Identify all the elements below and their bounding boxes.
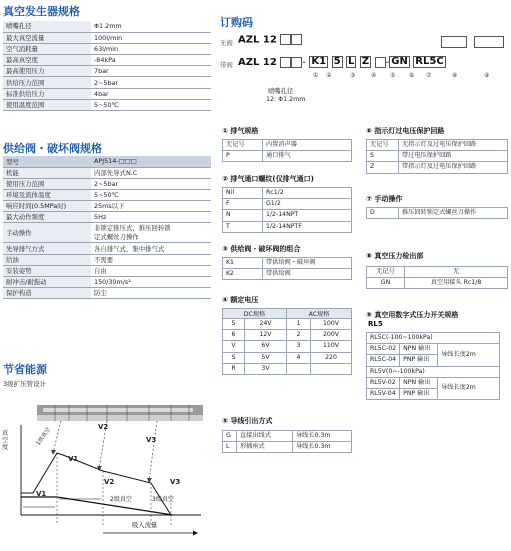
code-num-7: ⑦ bbox=[426, 72, 432, 79]
table-cell: G bbox=[223, 431, 237, 442]
switch-output: NPN 输出 bbox=[400, 377, 438, 388]
table-cell bbox=[91, 223, 211, 243]
table-row bbox=[367, 162, 508, 173]
table-row bbox=[3, 66, 211, 77]
thread-table bbox=[222, 187, 352, 233]
table-cell: 内置消声器 bbox=[263, 140, 352, 151]
energy-ylabel: 真空度 bbox=[2, 430, 9, 451]
table-cell: 25ms以下 bbox=[91, 201, 211, 212]
code-num-3: ③ bbox=[350, 72, 356, 79]
table-row bbox=[223, 341, 352, 352]
switch-output: NPN 输出 bbox=[400, 344, 438, 355]
code-gn: GN bbox=[391, 56, 408, 67]
valve-spec-table bbox=[3, 156, 211, 299]
table-cell: 5~50℃ bbox=[91, 99, 211, 110]
table-row bbox=[223, 140, 352, 151]
table-row bbox=[367, 140, 508, 151]
table-row bbox=[223, 352, 352, 363]
curve-3stage bbox=[21, 453, 171, 515]
switch-range-v: RL5V(0~-100kPa) bbox=[367, 366, 500, 377]
table-cell: 不需要 bbox=[91, 254, 211, 265]
table-cell: 5Hz bbox=[91, 212, 211, 223]
table-cell: Rc1/2 bbox=[263, 188, 352, 199]
valve-spec-title: 供给阀・破坏阀规格 bbox=[3, 142, 102, 155]
table-row bbox=[3, 77, 211, 88]
table-cell: 5~50℃ bbox=[91, 189, 211, 200]
table-cell: 导线长0.3m bbox=[293, 442, 352, 453]
table-row bbox=[223, 442, 352, 453]
table-row bbox=[3, 189, 211, 200]
table-cell: 1/2-14NPT bbox=[263, 210, 352, 221]
code-num-9: ⑨ bbox=[484, 72, 490, 79]
table-cell: K2 bbox=[223, 269, 263, 280]
code-rl5c: RL5C bbox=[415, 56, 444, 67]
switch-wire-length: 导线长度2m bbox=[438, 344, 500, 366]
combo-title: ③ 供给阀・破坏阀的组合 bbox=[222, 245, 301, 253]
label-v1-top: V1 bbox=[68, 455, 79, 463]
table-cell: 带供给阀・破坏阀 bbox=[263, 258, 352, 269]
switch-model: RL5V-02 bbox=[367, 377, 400, 388]
table-cell: 真空用接头 Rc1/8 bbox=[405, 278, 508, 289]
table-cell: 无记号 bbox=[367, 140, 399, 151]
table-cell: GN bbox=[367, 278, 405, 289]
table-row bbox=[3, 212, 211, 223]
code-num-4: ④ bbox=[371, 72, 377, 79]
switch-title: ⑨ 真空用数字式压力开关规格 bbox=[366, 311, 459, 319]
table-row bbox=[223, 431, 352, 442]
cell-line: 非锁定推压式，推压回转锁 bbox=[94, 223, 171, 232]
table-cell: 最高真空度 bbox=[3, 55, 91, 66]
energy-xlabel: 吸入流量 bbox=[132, 522, 158, 529]
code-l: L bbox=[348, 56, 355, 67]
order-nozzle: 12 bbox=[262, 57, 277, 68]
table-cell: K1 bbox=[223, 258, 263, 269]
table-cell: 各自排气式，集中排气式 bbox=[91, 243, 211, 254]
order-code-row2 bbox=[238, 56, 446, 68]
table-row bbox=[3, 223, 211, 243]
table-cell: 机能 bbox=[3, 167, 91, 178]
table-cell: 最高使用压力 bbox=[3, 66, 91, 77]
code-k1: K1 bbox=[311, 56, 327, 67]
table-cell: 喷嘴孔径 bbox=[3, 21, 91, 32]
code-dash: - bbox=[385, 57, 390, 68]
optional-boxes-top bbox=[441, 36, 504, 48]
table-cell: Nil bbox=[223, 188, 263, 199]
table-row bbox=[367, 208, 508, 219]
thread-title: ② 排气通口螺纹(仅排气通口) bbox=[222, 175, 314, 183]
order-code-row1 bbox=[238, 34, 302, 46]
table-cell: 形插座式 bbox=[237, 442, 293, 453]
label-v3-top: V3 bbox=[146, 436, 157, 444]
label-stage2: 2级真空 bbox=[110, 496, 132, 503]
table-cell: S bbox=[367, 151, 399, 162]
code-box bbox=[474, 36, 504, 48]
nozzle-value: 12: Φ1.2mm bbox=[266, 96, 306, 103]
table-cell bbox=[287, 363, 311, 374]
table-row bbox=[367, 151, 508, 162]
table-cell: 推压回转锁定式螺丝刀操作 bbox=[399, 208, 508, 219]
table-row bbox=[3, 254, 211, 265]
table-row bbox=[367, 278, 508, 289]
table-cell: -84kPa bbox=[91, 55, 211, 66]
valve-spec-header-model: APJ514-□□□ bbox=[91, 156, 211, 167]
table-row bbox=[3, 167, 211, 178]
table-cell: 使用压力范围 bbox=[3, 178, 91, 189]
table-cell: 安装姿势 bbox=[3, 265, 91, 276]
table-cell: 保护构造 bbox=[3, 288, 91, 299]
table-cell: 无 bbox=[405, 267, 508, 278]
table-cell: 110V bbox=[311, 341, 352, 352]
order-nozzle: 12 bbox=[262, 34, 277, 46]
table-cell: 6 bbox=[223, 330, 245, 341]
voltage-table bbox=[222, 308, 352, 375]
table-cell: 耐冲击/耐振动 bbox=[3, 277, 91, 288]
port-table bbox=[366, 266, 508, 289]
table-row bbox=[223, 199, 352, 210]
table-row bbox=[223, 210, 352, 221]
code-num-2: ② bbox=[326, 72, 332, 79]
switch-subtitle: RL5 bbox=[368, 320, 383, 328]
code-box bbox=[375, 57, 386, 68]
table-cell: 带指示灯及过电压保护回路 bbox=[399, 162, 508, 173]
table-cell: S bbox=[223, 352, 245, 363]
code-box bbox=[280, 57, 291, 68]
label-stage3: 3级真空 bbox=[152, 496, 174, 503]
table-cell: G1/2 bbox=[263, 199, 352, 210]
switch-wire-length: 导线长度2m bbox=[438, 377, 500, 399]
table-row bbox=[367, 267, 508, 278]
table-cell: 手动操作 bbox=[3, 223, 91, 243]
table-cell: 6V bbox=[245, 341, 287, 352]
code-box bbox=[291, 57, 302, 68]
table-cell: N bbox=[223, 210, 263, 221]
table-cell: 100l/min bbox=[91, 32, 211, 43]
table-row bbox=[3, 88, 211, 99]
manual-title: ⑦ 手动操作 bbox=[366, 195, 403, 203]
manual-table bbox=[366, 207, 508, 219]
table-cell: R bbox=[223, 363, 245, 374]
switch-output: PNP 输出 bbox=[400, 388, 438, 399]
table-row bbox=[3, 265, 211, 276]
table-cell: 1/2-14NPTF bbox=[263, 221, 352, 232]
table-row bbox=[3, 243, 211, 254]
order-prefix: AZL bbox=[238, 34, 260, 46]
energy-title: 节省能源 bbox=[3, 363, 47, 376]
vacuum-spec-title: 真空发生器规格 bbox=[3, 5, 80, 18]
table-cell: 空气消耗量 bbox=[3, 43, 91, 54]
table-cell: 先导排气方式 bbox=[3, 243, 91, 254]
cell-line: 定式螺丝刀操作 bbox=[94, 232, 139, 241]
order-row1-label: 无阀 bbox=[220, 39, 233, 47]
table-cell: 防尘 bbox=[91, 288, 211, 299]
table-cell: 3 bbox=[287, 341, 311, 352]
table-row bbox=[223, 188, 352, 199]
order-title: 订购码 bbox=[220, 16, 253, 29]
code-z: Z bbox=[361, 56, 370, 67]
table-cell: 供给压力范围 bbox=[3, 77, 91, 88]
switch-model: RL5C-04 bbox=[367, 355, 400, 366]
table-row bbox=[223, 151, 352, 162]
table-cell: 标准供给压力 bbox=[3, 88, 91, 99]
table-cell: 自由 bbox=[91, 265, 211, 276]
code-num-6: ⑥ bbox=[409, 72, 415, 79]
table-cell: V bbox=[223, 341, 245, 352]
table-cell: 最大动作频度 bbox=[3, 212, 91, 223]
table-cell: D bbox=[367, 208, 399, 219]
table-cell: 7bar bbox=[91, 66, 211, 77]
table-cell: 2~5bar bbox=[91, 178, 211, 189]
wire-table bbox=[222, 430, 352, 453]
combo-table bbox=[222, 257, 352, 280]
exhaust-table bbox=[222, 139, 352, 162]
table-cell: 2~5bar bbox=[91, 77, 211, 88]
table-cell: 4 bbox=[287, 352, 311, 363]
table-cell: 带供给阀 bbox=[263, 269, 352, 280]
table-row bbox=[3, 43, 211, 54]
switch-table bbox=[366, 332, 500, 400]
table-cell: 2 bbox=[287, 330, 311, 341]
code-box bbox=[291, 34, 302, 45]
table-cell: 63l/min bbox=[91, 43, 211, 54]
table-cell: 24V bbox=[245, 319, 287, 330]
table-cell: 4bar bbox=[91, 88, 211, 99]
table-cell: 5V bbox=[245, 352, 287, 363]
label-stage1: 1级真空 bbox=[35, 426, 53, 447]
voltage-title: ④ 额定电压 bbox=[222, 296, 259, 304]
table-cell: 150/30m/s² bbox=[91, 277, 211, 288]
code-num-1: ① bbox=[313, 72, 319, 79]
table-cell: 直接出线式 bbox=[237, 431, 293, 442]
table-cell: 100V bbox=[311, 319, 352, 330]
table-row bbox=[3, 178, 211, 189]
table-cell: 220 bbox=[311, 352, 352, 363]
table-cell: 导线长0.3m bbox=[293, 431, 352, 442]
table-row bbox=[3, 32, 211, 43]
order-row2-label: 带阀 bbox=[220, 61, 233, 69]
table-cell: 环境及流体温度 bbox=[3, 189, 91, 200]
table-row bbox=[223, 319, 352, 330]
table-row bbox=[223, 330, 352, 341]
label-v2-top: V2 bbox=[98, 423, 109, 431]
table-row bbox=[223, 363, 352, 374]
table-cell: 使用温度范围 bbox=[3, 99, 91, 110]
switch-range-c: RL5C(-100~100kPa) bbox=[367, 333, 500, 344]
table-row bbox=[3, 201, 211, 212]
switch-output: PNP 输出 bbox=[400, 355, 438, 366]
table-cell: 无记号 bbox=[223, 140, 263, 151]
table-cell: L bbox=[223, 442, 237, 453]
code-box bbox=[280, 34, 291, 45]
indicator-table bbox=[366, 139, 508, 174]
code-num-8: ⑧ bbox=[452, 72, 458, 79]
table-row bbox=[3, 99, 211, 110]
table-cell: 无记号 bbox=[367, 267, 405, 278]
switch-model: RL5V-04 bbox=[367, 388, 400, 399]
vacuum-spec-table bbox=[3, 21, 211, 111]
energy-diagram bbox=[3, 395, 211, 547]
code-box bbox=[441, 36, 467, 48]
table-cell: T bbox=[223, 221, 263, 232]
indicator-title: ⑥ 指示灯过电压保护回路 bbox=[366, 127, 445, 135]
table-cell: Φ1.2mm bbox=[91, 21, 211, 32]
table-cell: F bbox=[223, 199, 263, 210]
order-prefix: AZL bbox=[238, 57, 260, 68]
wire-title: ⑤ 导线引出方式 bbox=[222, 417, 273, 425]
table-cell: Z bbox=[367, 162, 399, 173]
voltage-dc-header: DC规格 bbox=[223, 309, 287, 319]
table-row bbox=[3, 277, 211, 288]
code-5: 5 bbox=[333, 56, 341, 67]
port-title: ⑧ 真空压力检出部 bbox=[366, 252, 424, 260]
table-row bbox=[223, 269, 352, 280]
table-cell: P bbox=[223, 151, 263, 162]
curve-compare bbox=[21, 497, 173, 515]
table-cell: 响应时间(0.5MPa时) bbox=[3, 201, 91, 212]
label-v2-bottom: V2 bbox=[104, 478, 115, 486]
table-cell: 200V bbox=[311, 330, 352, 341]
label-v3-bottom: V3 bbox=[170, 478, 181, 486]
table-cell: 3V bbox=[245, 363, 287, 374]
nozzle-label: 喷嘴孔径 bbox=[268, 88, 294, 95]
table-row bbox=[223, 258, 352, 269]
table-row bbox=[3, 288, 211, 299]
table-cell bbox=[311, 363, 352, 374]
table-cell: 内部先导式N.C bbox=[91, 167, 211, 178]
table-cell: 1 bbox=[287, 319, 311, 330]
switch-model: RL5C-02 bbox=[367, 344, 400, 355]
table-cell: 12V bbox=[245, 330, 287, 341]
table-cell: 无指示灯及过电压保护回路 bbox=[399, 140, 508, 151]
table-row bbox=[223, 221, 352, 232]
table-cell: 5 bbox=[223, 319, 245, 330]
code-num-5: ⑤ bbox=[390, 72, 396, 79]
voltage-ac-header: AC规格 bbox=[287, 309, 352, 319]
label-v1-bottom: V1 bbox=[36, 490, 47, 498]
energy-subtitle: 3级扩压管设计 bbox=[3, 380, 47, 388]
table-row bbox=[3, 55, 211, 66]
table-cell: 带过电压保护回路 bbox=[399, 151, 508, 162]
table-row bbox=[3, 21, 211, 32]
valve-spec-header-type: 型号 bbox=[3, 156, 91, 167]
table-cell: 最大真空流量 bbox=[3, 32, 91, 43]
table-cell: 给油 bbox=[3, 254, 91, 265]
diffuser-strip bbox=[37, 405, 203, 421]
code-dash: - bbox=[302, 57, 306, 68]
exhaust-title: ① 排气规格 bbox=[222, 127, 259, 135]
table-cell: 通口排气 bbox=[263, 151, 352, 162]
